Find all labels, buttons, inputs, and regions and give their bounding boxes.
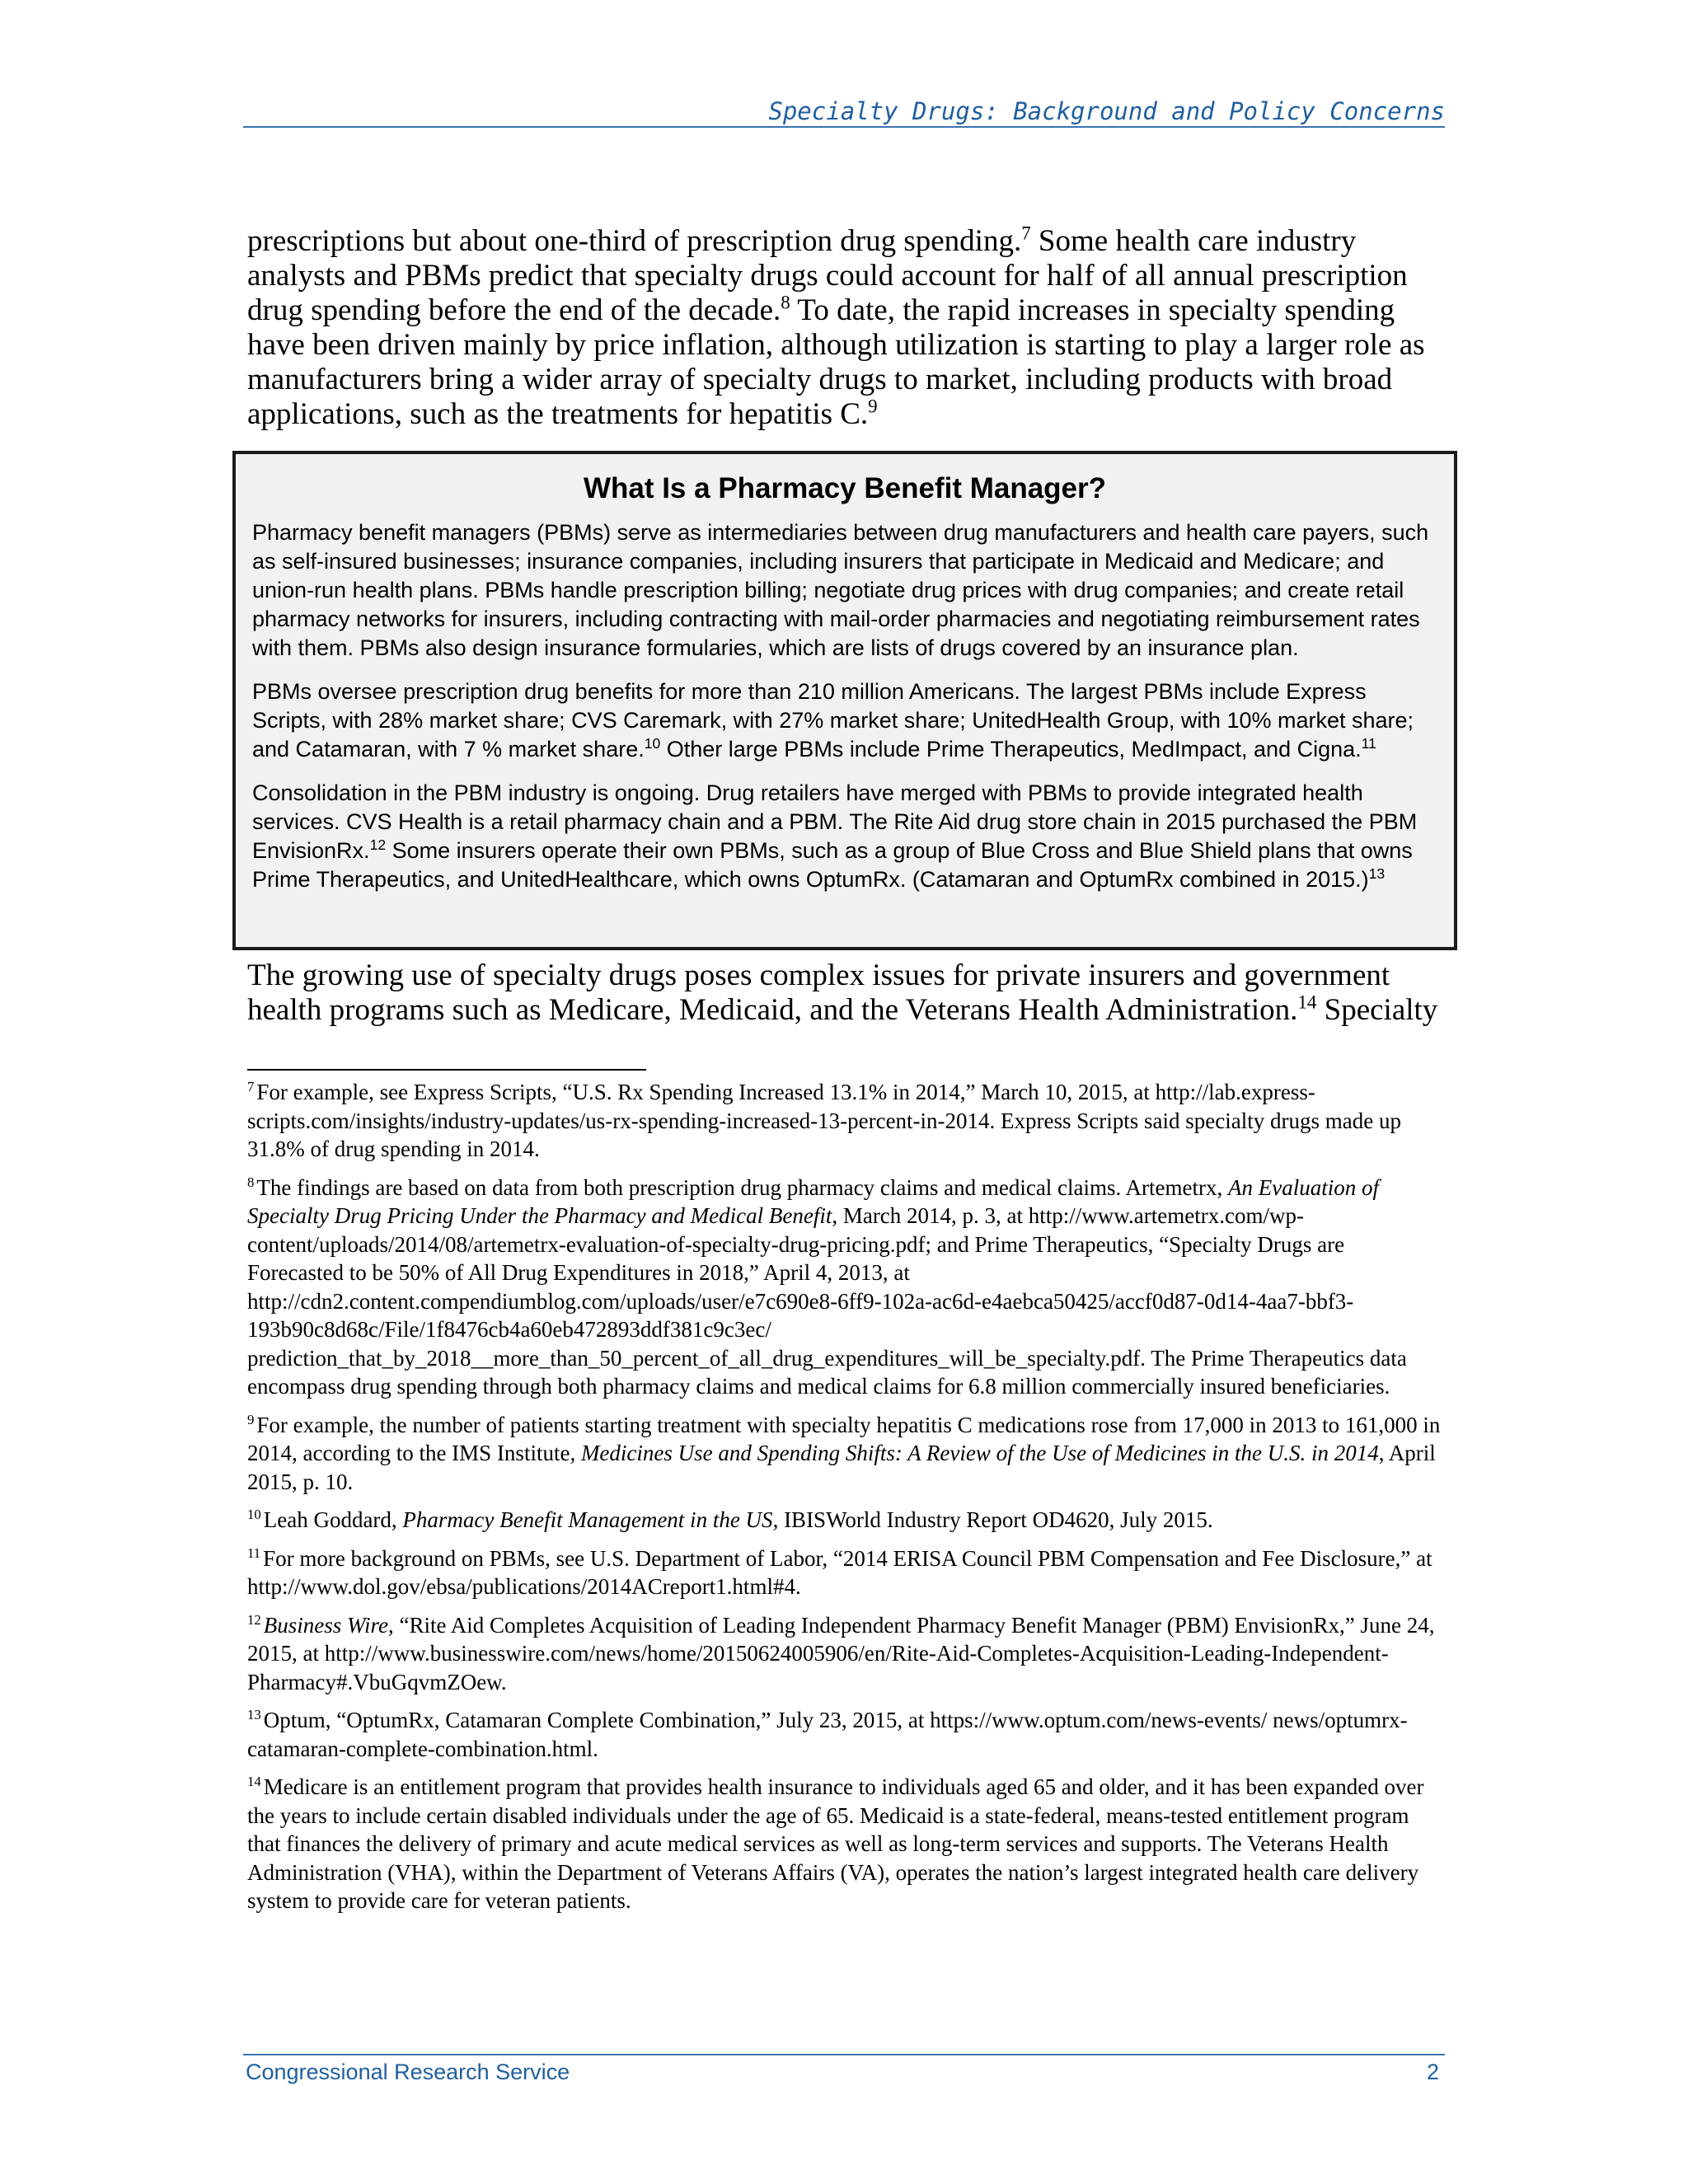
footnote-number: 13 xyxy=(247,1707,261,1722)
footnote-number: 11 xyxy=(247,1544,261,1561)
running-header: Specialty Drugs: Background and Policy Concerns xyxy=(768,97,1445,125)
footnote-text: Medicare is an entitlement program that provides health insurance to individuals aged 65 and older, and it has been expanded over the years to include certain disabled individuals under the age of 65. Medicaid is a state-federal, means-tested entitlement program that finances the delivery of primary and acute medical services as well as long-term services and supports. The Veterans Health Administration (VHA), within the Department of Veterans Affairs (VA), operates the nation’s largest integrated health care delivery system to provide care for veteran patients. xyxy=(247,1774,1424,1913)
body-paragraph-2 xyxy=(247,958,1442,1028)
footnote-title: , Medicines Use and Spending Shifts: A Review of the Use of Medicines in the U.S. in 2014 xyxy=(570,1441,1379,1465)
page-number: 2 xyxy=(1426,2060,1439,2084)
footnote-ref-7[interactable]: 7 xyxy=(1021,223,1031,244)
footnote-ref-9[interactable]: 9 xyxy=(868,396,878,417)
footnote-title: Pharmacy Benefit Management in the US xyxy=(402,1507,773,1532)
footnote-14 xyxy=(247,1773,1442,1915)
box-title: What Is a Pharmacy Benefit Manager? xyxy=(583,472,1107,504)
footnote-ref-14[interactable]: 14 xyxy=(1297,991,1317,1013)
footnote-ref-8[interactable]: 8 xyxy=(781,292,790,313)
footnote-ref-11[interactable]: 11 xyxy=(1361,735,1376,752)
box-paragraph-3 xyxy=(252,779,1437,894)
footnote-text: Leah Goddard, xyxy=(263,1507,403,1532)
footnote-13 xyxy=(247,1706,1442,1763)
footnote-number: 9 xyxy=(247,1411,255,1427)
footnote-10 xyxy=(247,1506,1442,1535)
body-text: prescriptions but about one-third of prescription drug spending. xyxy=(247,224,1022,258)
footnote-number: 14 xyxy=(247,1774,261,1789)
box-paragraph-1: Pharmacy benefit managers (PBMs) serve as intermediaries between drug manufacturers and health care payers, such as self-insured businesses; insurance companies, including insurers that participate in Medicaid and Medicare; and union-run health plans. PBMs handle prescription billing; negotiate drug prices with drug companies; and create retail pharmacy networks for insurers, including contracting with mail-order pharmacies and negotiating reimbursement rates with them. PBMs also design insurance formularies, which are lists of drugs covered by an insurance plan. xyxy=(252,520,1429,660)
footnote-7 xyxy=(247,1078,1442,1164)
footnote-ref-12[interactable]: 12 xyxy=(369,837,387,853)
footnote-text: The findings are based on data from both prescription drug pharmacy claims and medical claims. Artemetrx, xyxy=(256,1174,1229,1200)
footnote-text: Optum, “OptumRx, Catamaran Complete Combination,” July 23, 2015, at https://www.optum.com/news-events/ news/optumrx-catamaran-complete-combination.html. xyxy=(247,1708,1408,1761)
footnote-separator xyxy=(247,1069,646,1071)
body-text: Specialty xyxy=(1316,993,1438,1027)
footnote-text: For example, the number of patients starting treatment with specialty hepatitis C medications rose from 17,000 in 2013 to 161,000 in 2014, according to the IMS Institute xyxy=(247,1412,1441,1465)
footnote-text: For more background on PBMs, see U.S. Department of Labor, “2014 ERISA Council PBM Compensation and Fee Disclosure,” at http://www.dol.gov/ebsa/publications/2014ACreport1.html#4. xyxy=(247,1545,1432,1599)
box-text: PBMs oversee prescription drug benefits for more than 210 million Americans. The largest PBMs include Express Scripts, with 28% market share; CVS Caremark, with 27% market share; UnitedHealth Group, with 10% market share; and Catamaran, with 7 % market share. xyxy=(252,679,1414,762)
body-text: To date, the rapid increases in specialty spending have been driven mainly by price inflation, although utilization is starting to play a larger role as manufacturers bring a wider array of specialty drugs to market, including products with broad applications, such as the treatments for hepatitis C. xyxy=(247,293,1425,431)
footnote-title: An Evaluation of Specialty Drug Pricing Under the Pharmacy and Medical Benefit xyxy=(247,1174,1379,1228)
box-text: Some insurers operate their own PBMs, such as a group of Blue Cross and Blue Shield plans that owns Prime Therapeutics, and UnitedHealthcare, which owns OptumRx. (Catamaran and OptumRx combined in 2015.) xyxy=(252,838,1413,892)
footnote-text: , “Rite Aid Completes Acquisition of Leading Independent Pharmacy Benefit Manager (PBM) EnvisionRx,” June 24, 2015, at http://www.businesswire.com/news/home/20150624005906/en/Rite-Aid-Completes-Acquisition-Leading-Independent-Pharmacy#.VbuGqvmZOew. xyxy=(247,1612,1435,1694)
footnote-number: 7 xyxy=(247,1079,255,1094)
body-text: Some health care industry analysts and PBMs predict that specialty drugs could account for half of all annual prescription drug spending before the end of the decade. xyxy=(247,224,1408,327)
footnote-text: , IBISWorld Industry Report OD4620, July 2015. xyxy=(772,1507,1213,1532)
footnote-number: 8 xyxy=(247,1174,255,1190)
footnote-text: , April 2015, p. 10. xyxy=(247,1441,1436,1494)
box-text: Other large PBMs include Prime Therapeutics, MedImpact, and Cigna. xyxy=(660,737,1362,762)
footer-rule xyxy=(243,2054,1445,2055)
footnote-12 xyxy=(247,1611,1442,1697)
footnote-title: Business Wire xyxy=(263,1612,388,1638)
footnote-9 xyxy=(247,1411,1442,1497)
footnote-11 xyxy=(247,1544,1442,1601)
footer-publisher: Congressional Research Service xyxy=(246,2060,570,2084)
footnote-text: For example, see Express Scripts, “U.S. Rx Spending Increased 13.1% in 2014,” March 10, 2015, at http://lab.express-scripts.com/insights/industry-updates/us-rx-spending-increased-13-percent-in-2014. Express Scripts said specialty drugs made up 31.8% of drug spending in 2014. xyxy=(247,1080,1401,1161)
footnote-number: 10 xyxy=(247,1507,261,1522)
footnote-ref-10[interactable]: 10 xyxy=(644,735,661,752)
body-text: The growing use of specialty drugs poses complex issues for private insurers and government health programs such as Medicare, Medicaid, and the Veterans Health Administration. xyxy=(247,958,1390,1027)
footnote-8 xyxy=(247,1174,1442,1401)
footnote-ref-13[interactable]: 13 xyxy=(1368,865,1386,882)
box-paragraph-2 xyxy=(252,677,1437,764)
box-text: Consolidation in the PBM industry is ongoing. Drug retailers have merged with PBMs to provide integrated health services. CVS Health is a retail pharmacy chain and a PBM. The Rite Aid drug store chain in 2015 purchased the PBM EnvisionRx. xyxy=(252,780,1418,863)
footnote-text: , March 2014, p. 3, at http://www.artemetrx.com/wp-content/uploads/2014/08/artemetrx-evaluation-of-specialty-drug-pricing.pdf; and Prime Therapeutics, “Specialty Drugs are Forecasted to be 50% of All Drug Expenditures in 2018,” April 4, 2013, at http://cdn2.content.compendiumblog.com/uploads/user/e7c690e8-6ff9-102a-ac6d-e4aebca50425/accf0d87-0d14-4aa7-bbf3-193b90c8d68c/File/1f8476cb4a60eb472893ddf381c9c3ec/ prediction_that_by_2018__more_than_50_percent_of_all_drug_expenditures_will_be_specialty.pdf. The Prime Therapeutics data encompass drug spending through both pharmacy claims and medical claims for 6.8 million commercially insured beneficiaries. xyxy=(247,1203,1407,1399)
header-rule xyxy=(243,126,1445,128)
body-paragraph-1 xyxy=(247,224,1442,432)
footnote-number: 12 xyxy=(247,1611,261,1628)
pbm-sidebar-box xyxy=(232,451,1457,950)
footnotes xyxy=(247,1078,1442,1925)
